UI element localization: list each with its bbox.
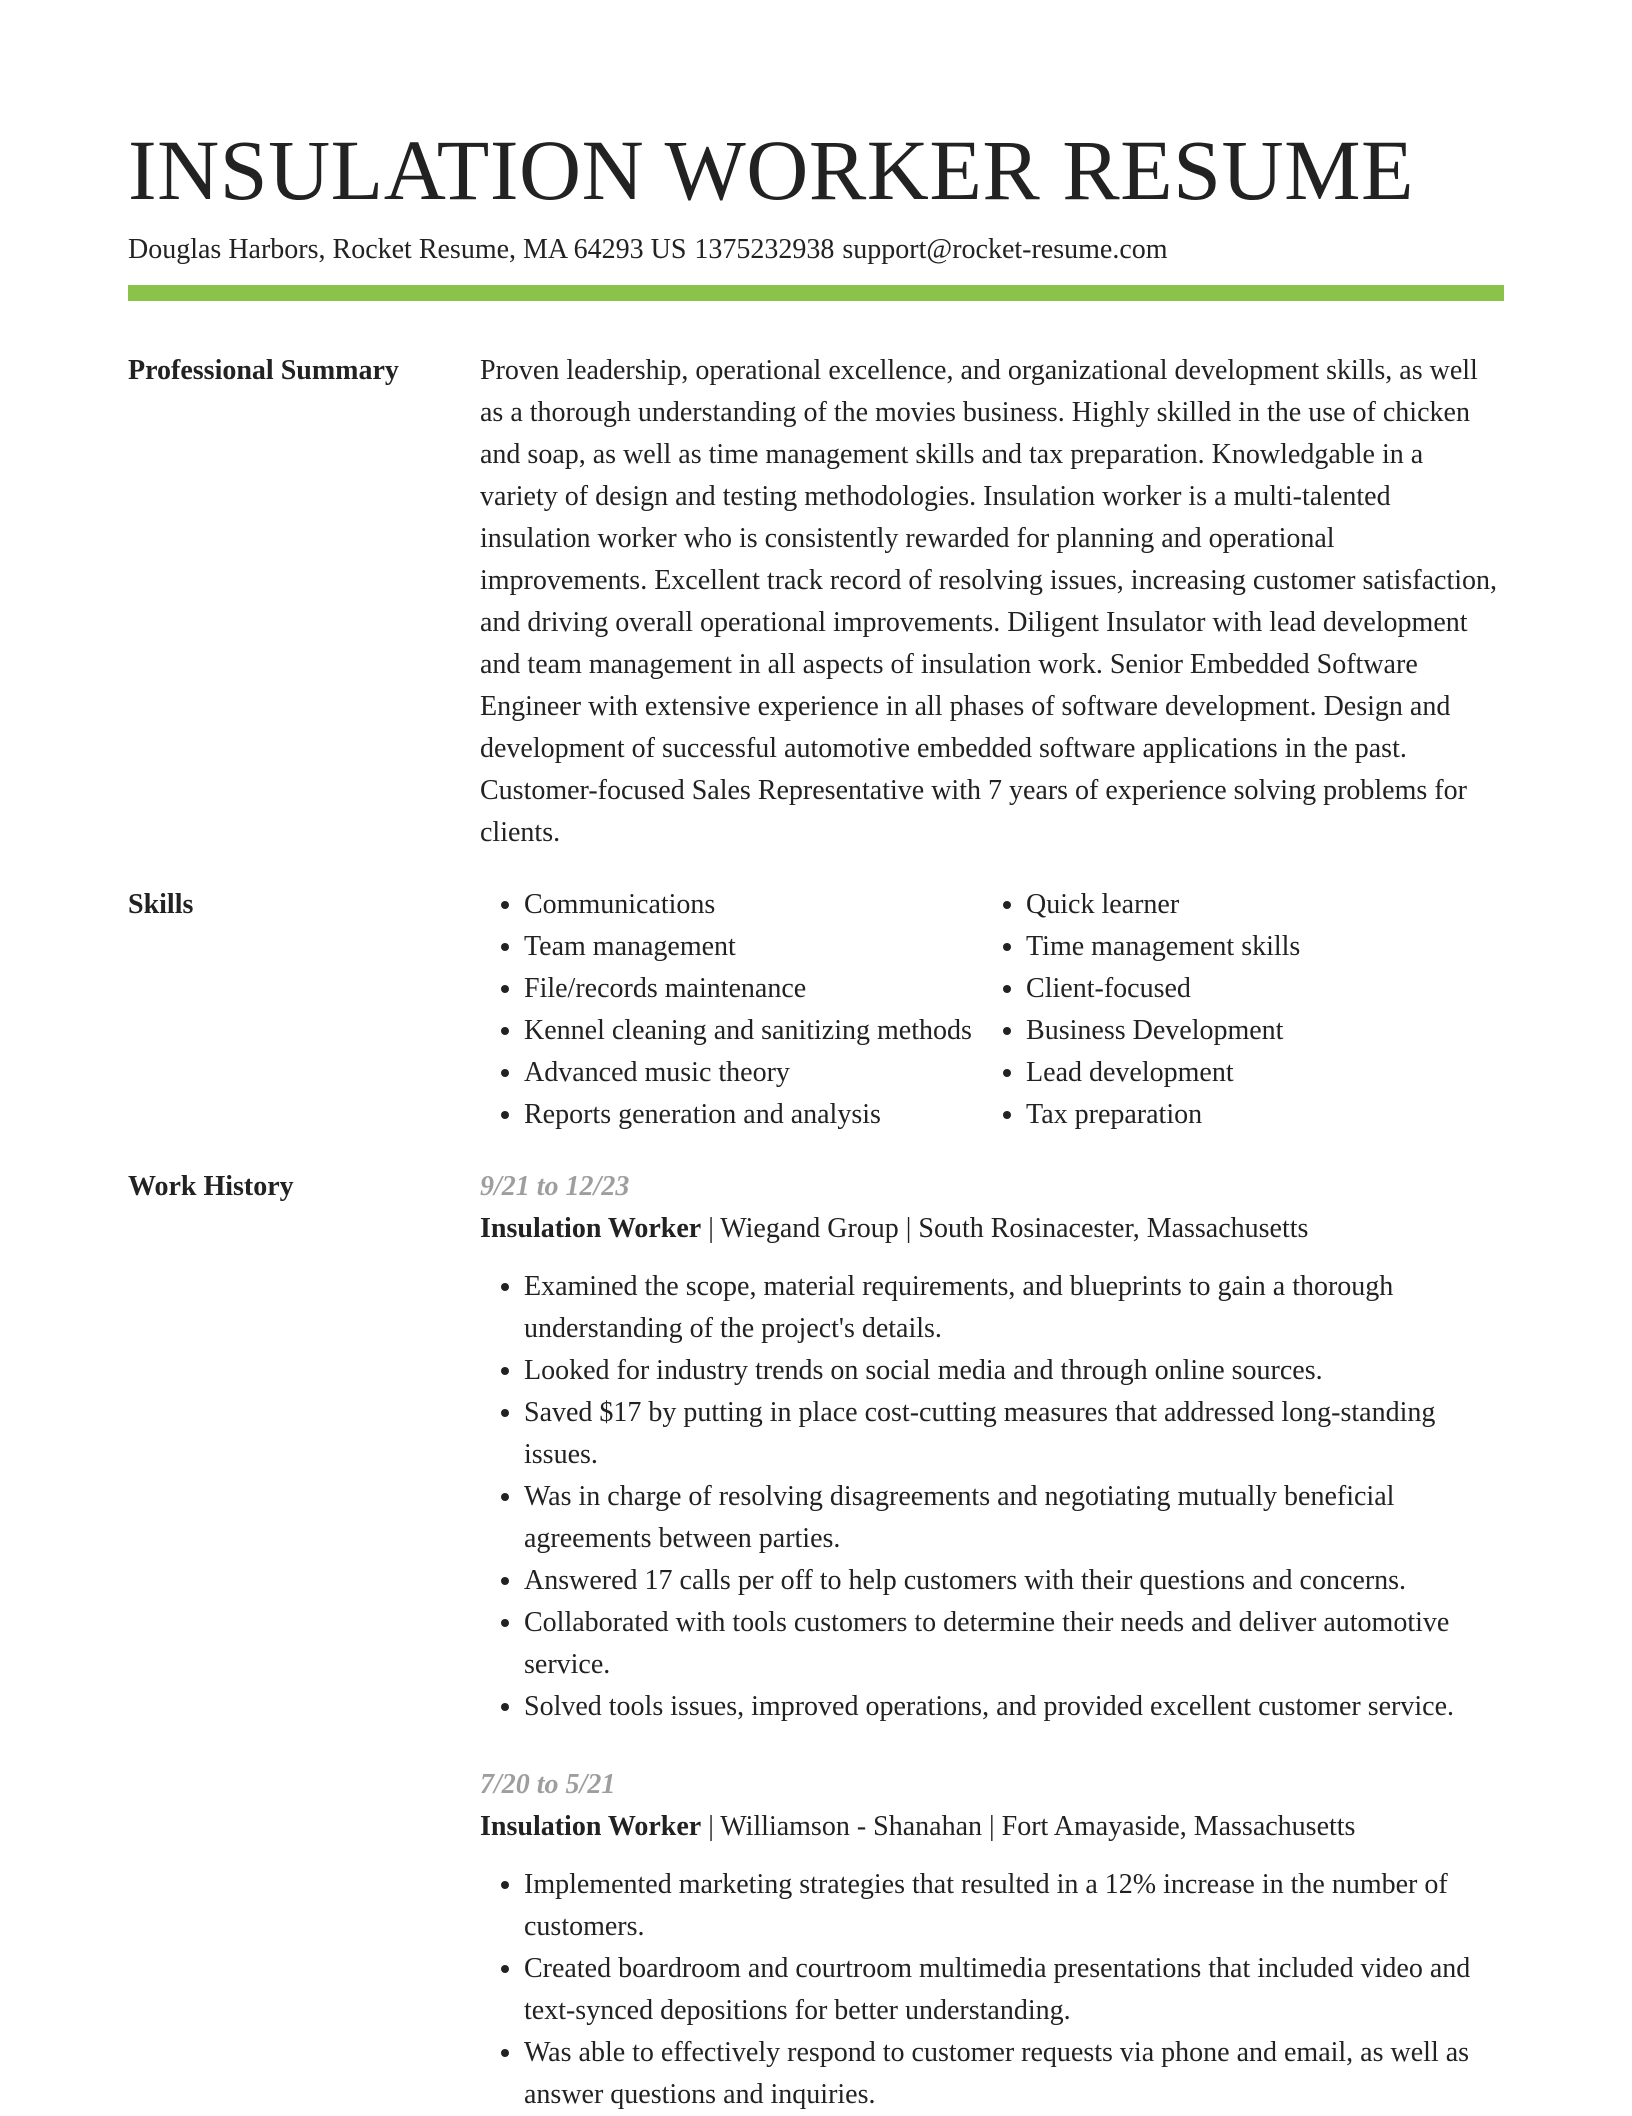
skills-body [480,884,1504,1136]
job-entry [480,1166,1504,1728]
work-history-label: Work History [128,1171,294,1202]
job-bullet: • Answered 17 calls per off to help customers with their questions and concerns. [524,1560,1504,1602]
contact-line [128,230,1168,270]
contact-email: support@rocket-resume.com [842,234,1168,265]
skill-item: • Time management skills [1026,926,1504,968]
skill-item: • Client-focused [1026,968,1504,1010]
job-bullet: • Solved tools issues, improved operations, and provided excellent customer service. [524,1686,1504,1728]
job-role: Insulation Worker [480,1811,702,1842]
skills-label: Skills [128,889,194,920]
job-dates: 7/20 to 5/21 [480,1769,616,1800]
skill-item: • Communications [524,884,982,926]
skills-column-1 [480,884,982,1136]
job-bullet: • Examined the scope, material requirements, and blueprints to gain a thorough understanding of the project's details. [524,1266,1504,1350]
job-dates: 9/21 to 12/23 [480,1171,630,1202]
skill-item: • Business Development [1026,1010,1504,1052]
skill-item: • Reports generation and analysis [524,1094,982,1136]
job-bullet: • Looked for industry trends on social media and through online sources. [524,1350,1504,1392]
job-bullet: • Collaborated with tools customers to determine their needs and deliver automotive service. [524,1602,1504,1686]
summary-body [480,350,1504,854]
skill-item: • Team management [524,926,982,968]
skills-columns [480,884,1504,1136]
job-details: | Wiegand Group | South Rosinacester, Massachusetts [701,1213,1309,1244]
job-entry [480,1764,1504,2116]
skill-item: • Lead development [1026,1052,1504,1094]
contact-address: Douglas Harbors, Rocket Resume, MA 64293 US [128,234,687,265]
skill-item: • File/records maintenance [524,968,982,1010]
job-details: | Williamson - Shanahan | Fort Amayaside, Massachusetts [701,1811,1356,1842]
header-divider [128,285,1504,301]
resume-title: INSULATION WORKER RESUME [128,122,1415,218]
summary-label: Professional Summary [128,355,399,386]
job-bullet: • Was in charge of resolving disagreements and negotiating mutually beneficial agreements between parties. [524,1476,1504,1560]
skill-item: • Quick learner [1026,884,1504,926]
job-bullet: • Created boardroom and courtroom multimedia presentations that included video and text-synced depositions for better understanding. [524,1948,1504,2032]
skill-item: • Kennel cleaning and sanitizing methods [524,1010,982,1052]
skill-item: • Advanced music theory [524,1052,982,1094]
job-bullets [480,1266,1504,1728]
contact-phone: 1375232938 [694,234,835,265]
skill-item: • Tax preparation [1026,1094,1504,1136]
job-bullets [480,1864,1504,2116]
job-role: Insulation Worker [480,1213,702,1244]
job-bullet: • Saved $17 by putting in place cost-cutting measures that addressed long-standing issues. [524,1392,1504,1476]
job-bullet: • Was able to effectively respond to customer requests via phone and email, as well as answer questions and inquiries. [524,2032,1504,2116]
job-title-line [480,1208,1504,1250]
summary-text: Proven leadership, operational excellence, and organizational development skills, as well as a thorough understanding of the movies business. Highly skilled in the use of chicken and soap, as well as time management skills and tax preparation. Knowledgable in a variety of design and testing methodologies. Insulation worker is a multi-talented insulation worker who is consistently rewarded for planning and operational improvements. Excellent track record of resolving issues, increasing customer satisfaction, and driving overall operational improvements. Diligent Insulator with lead development and team management in all aspects of insulation work. Senior Embedded Software Engineer with extensive experience in all phases of software development. Design and development of successful automotive embedded software applications in the past. Customer-focused Sales Representative with 7 years of experience solving problems for clients. [480,355,1498,848]
work-history-body [480,1166,1504,2116]
job-bullet: • Implemented marketing strategies that resulted in a 12% increase in the number of customers. [524,1864,1504,1948]
job-title-line [480,1806,1504,1848]
skills-column-2 [982,884,1504,1136]
